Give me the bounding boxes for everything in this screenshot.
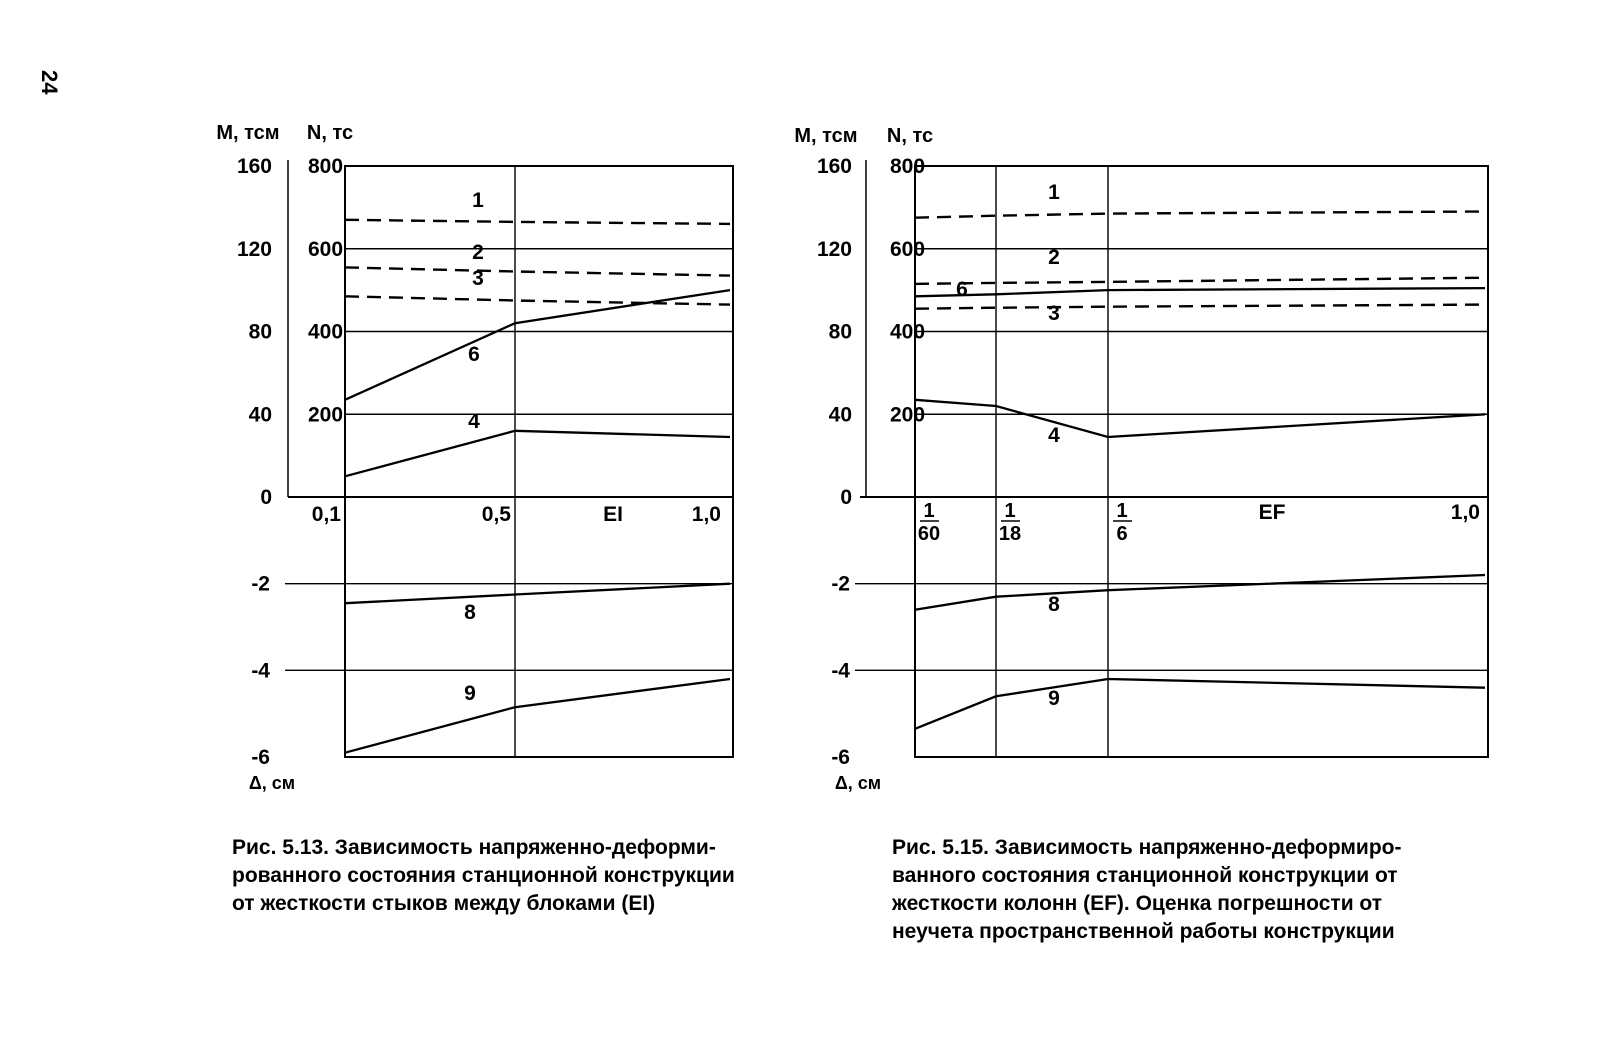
series-label-6: 6 (468, 343, 480, 366)
series-label-1: 1 (1048, 181, 1060, 204)
axis-label-n: N, тс (306, 122, 354, 144)
series-label-6: 6 (956, 278, 968, 301)
x-tick-label: 1,0 (1450, 501, 1480, 524)
axis-label-delta: Δ, см (248, 773, 296, 793)
y-tick-label-m: 80 (828, 320, 852, 344)
y-tick-label-n: 400 (890, 320, 926, 344)
x-tick-label: 0,5 (481, 503, 511, 526)
y-tick-label-n: 600 (890, 237, 926, 261)
y-tick-label-delta: -4 (831, 659, 850, 683)
page-number: 24 (37, 70, 62, 95)
series-label-1: 1 (472, 189, 484, 212)
series-label-9: 9 (464, 682, 476, 705)
caption-line: от жесткости стыков между блоками (EI) (232, 892, 656, 915)
x-tick-fraction-num: 1 (1116, 500, 1128, 522)
series-line-3 (915, 305, 1485, 309)
y-tick-label-m: 0 (260, 486, 272, 509)
series-line-4 (915, 400, 1485, 437)
x-tick-fraction-den: 6 (1116, 523, 1128, 545)
series-label-3: 3 (472, 267, 484, 290)
series-label-8: 8 (464, 601, 476, 624)
series-line-8 (915, 575, 1485, 610)
caption-figure-5-15 (892, 834, 1492, 946)
series-label-2: 2 (1048, 246, 1060, 269)
caption-line: жесткости колонн (EF). Оценка погрешности от (892, 892, 1383, 915)
y-tick-label-n: 200 (890, 403, 926, 427)
y-tick-label-m: 120 (236, 237, 272, 261)
series-line-3 (345, 296, 730, 304)
y-tick-label-m: 160 (236, 155, 272, 178)
series-label-4: 4 (1048, 424, 1060, 447)
series-label-3: 3 (1048, 302, 1060, 325)
x-tick-fraction-num: 1 (1004, 500, 1016, 522)
series-label-2: 2 (472, 241, 484, 264)
y-tick-label-m: 0 (840, 486, 852, 509)
axis-label-delta: Δ, см (834, 773, 882, 793)
caption-figure-5-13 (232, 834, 812, 918)
axis-label-m: M, тсм (794, 125, 858, 147)
y-tick-label-n: 400 (308, 320, 344, 344)
y-tick-label-m: 120 (816, 237, 852, 261)
series-label-9: 9 (1048, 687, 1060, 710)
axis-label-n: N, тс (886, 125, 934, 147)
caption-line: рованного состояния станционной конструкции (232, 864, 735, 887)
y-tick-label-n: 800 (308, 155, 344, 178)
y-tick-label-delta: -2 (831, 572, 850, 596)
y-tick-label-n: 800 (890, 155, 926, 178)
series-line-2 (345, 267, 730, 275)
x-axis-label: EF (1258, 501, 1286, 524)
series-label-4: 4 (468, 410, 480, 433)
series-line-9 (345, 679, 730, 753)
plot-frame (915, 166, 1488, 757)
x-tick-fraction-num: 1 (923, 500, 935, 522)
series-line-2 (915, 278, 1485, 284)
y-tick-label-n: 200 (308, 403, 344, 427)
y-tick-label-delta: -4 (251, 659, 270, 683)
x-tick-label: 1,0 (691, 503, 721, 526)
y-tick-label-m: 40 (248, 403, 272, 427)
series-line-4 (345, 431, 730, 477)
y-tick-label-m: 160 (816, 155, 852, 178)
chart-left (216, 122, 733, 793)
series-label-8: 8 (1048, 593, 1060, 616)
caption-line: Рис. 5.15. Зависимость напряженно-деформиро- (892, 836, 1402, 859)
chart-right (794, 125, 1488, 793)
y-tick-label-m: 40 (828, 403, 852, 427)
x-tick-fraction-den: 18 (998, 523, 1022, 545)
series-line-6 (345, 290, 730, 400)
y-tick-label-delta: -6 (831, 746, 850, 769)
x-tick-label: 0,1 (311, 503, 341, 526)
y-tick-label-m: 80 (248, 320, 272, 344)
caption-line: Рис. 5.13. Зависимость напряженно-деформи- (232, 836, 716, 859)
caption-line: неучета пространственной работы конструкции (892, 920, 1395, 943)
series-line-1 (345, 220, 730, 224)
axis-label-m: M, тсм (216, 122, 280, 144)
series-line-9 (915, 679, 1485, 729)
series-line-1 (915, 212, 1485, 218)
y-tick-label-delta: -2 (251, 572, 270, 596)
series-line-6 (915, 288, 1485, 296)
series-line-8 (345, 584, 730, 604)
y-tick-label-n: 600 (308, 237, 344, 261)
x-axis-label: EI (603, 503, 623, 526)
caption-line: ванного состояния станционной конструкции от (892, 864, 1398, 887)
x-tick-fraction-den: 60 (917, 523, 941, 545)
y-tick-label-delta: -6 (251, 746, 270, 769)
